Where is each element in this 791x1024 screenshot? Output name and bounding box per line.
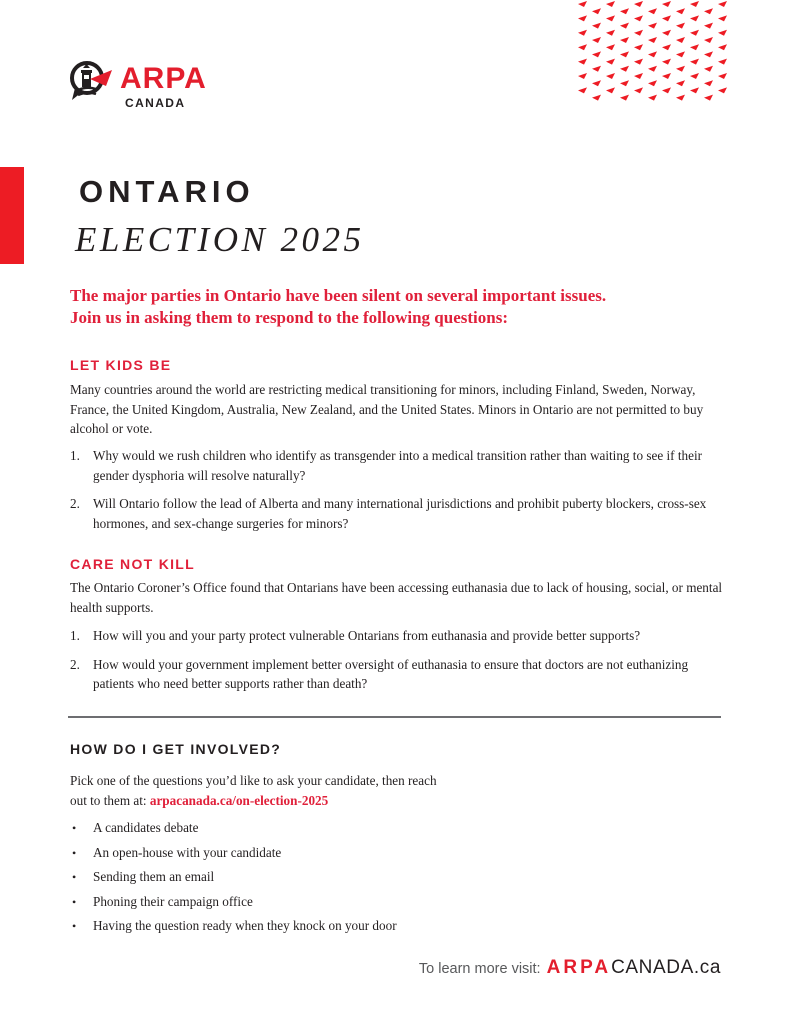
question-text: How will you and your party protect vulnerable Ontarians from euthanasia and provide better supports? [93,628,641,643]
question-list-let-kids-be [70,446,725,542]
footer-cta [419,957,721,980]
question-number: 1. [70,448,80,463]
bullet-icon: • [72,870,77,884]
section-heading-let-kids-be: LET KIDS BE [70,357,172,373]
list-item-text: An open-house with your candidate [93,844,282,860]
section-heading-get-involved: HOW DO I GET INVOLVED? [70,741,282,757]
question-text: Will Ontario follow the lead of Alberta and many international jurisdictions and prohibit puberty blockers, cross-sex hormones, and sex-change surgeries for minors? [93,496,707,531]
red-accent-bar [0,167,24,264]
list-item [70,918,490,943]
section-body-care-not-kill: The Ontario Coroner’s Office found that Ontarians have been accessing euthanasia due to lack of housing, social, or mental health supports. [70,580,723,615]
footer-site-link[interactable] [545,957,721,978]
list-item-text: Sending them an email [93,869,215,884]
question-list-care-not-kill [70,626,725,703]
lighthouse-speech-bubble-icon [68,60,112,108]
engagement-options-list [70,820,490,943]
page-title: ONTARIO [79,174,255,209]
question-number: 1. [70,628,80,643]
arpa-canada-logo[interactable] [68,60,208,112]
get-involved-prefix: out to them at: [70,792,150,808]
question-item [70,494,725,533]
section-divider [68,716,721,718]
question-number: 2. [70,656,80,672]
list-item [70,820,490,845]
question-item [70,446,725,485]
list-item [70,869,490,894]
section-body-let-kids-be: Many countries around the world are restricting medical transitioning for minors, including Finland, Sweden, Norway, France, the United Kingdom, Australia, New Zealand, and the United States. Minors in Ontario are not permitted to buy alcohol or vote. [70,382,704,436]
list-item-text: Phoning their campaign office [93,893,253,909]
question-item [70,655,725,694]
question-number: 2. [70,496,80,511]
bullet-icon: • [72,821,77,835]
question-text: How would your government implement better oversight of euthanasia to ensure that doctors are not euthanizing patients who need better supports rather than death? [93,656,689,691]
footer-site-canada: CANADA.ca [611,957,721,978]
logo-subtitle: CANADA [125,96,186,110]
red-triangle-pattern-icon [578,0,728,102]
list-item [70,894,490,919]
list-item-text: Having the question ready when they knock on your door [93,918,397,933]
section-heading-care-not-kill: CARE NOT KILL [70,556,196,572]
logo-wordmark: ARPA [120,62,207,95]
footer-site-arpa: ARPA [546,957,612,978]
question-text: Why would we rush children who identify as transgender into a medical transition rather than waiting to see if their gender dysphoria will resolve naturally? [93,448,703,483]
question-item [70,626,725,646]
bullet-icon: • [72,894,77,909]
election-link[interactable]: arpacanada.ca/on-election-2025 [149,792,329,808]
get-involved-line-2 [70,791,490,811]
intro-line-1: The major parties in Ontario have been silent on several important issues. [70,286,607,305]
list-item-text: A candidates debate [93,820,199,835]
intro-text [70,285,710,329]
bullet-icon: • [72,919,77,933]
list-item [70,845,490,870]
page-subtitle: ELECTION 2025 [75,220,365,259]
intro-line-2: Join us in asking them to respond to the following questions: [70,308,508,327]
footer-lead-text: To learn more visit: [418,961,545,977]
get-involved-line-1: Pick one of the questions you’d like to ask your candidate, then reach [70,773,437,788]
bullet-icon: • [72,845,77,860]
get-involved-body [70,771,490,810]
